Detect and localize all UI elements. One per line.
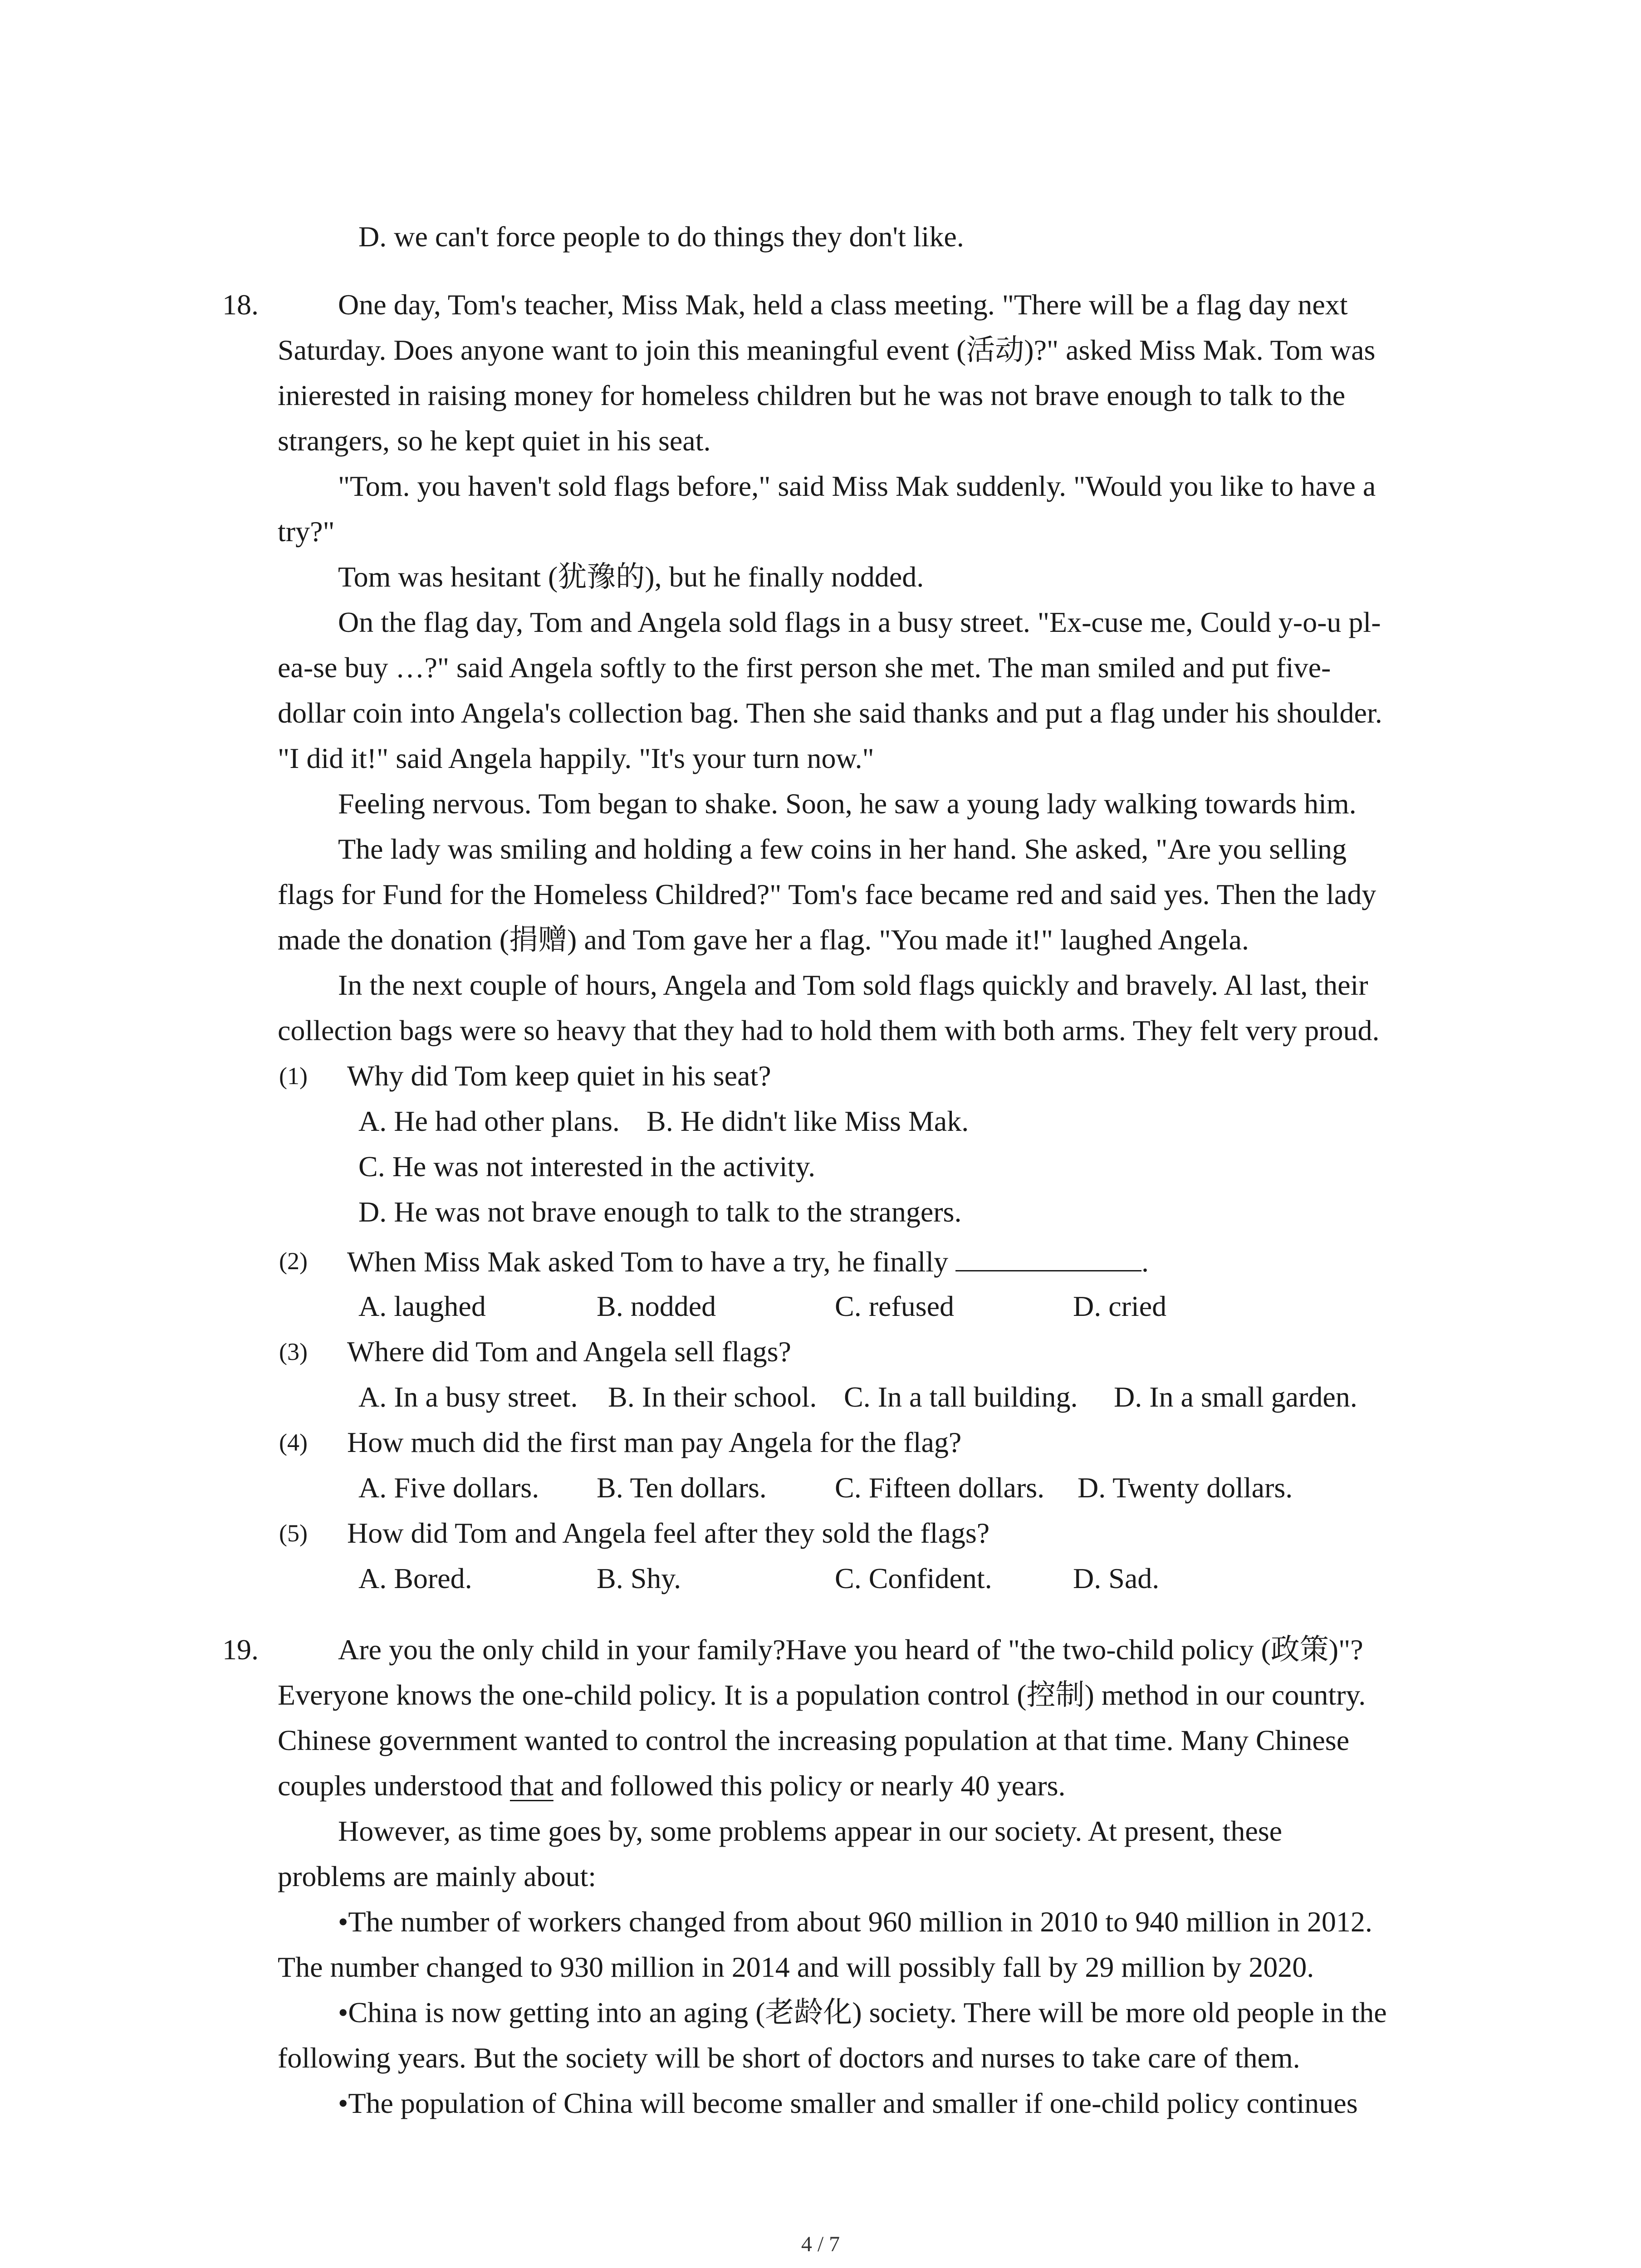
stem-end: . bbox=[1141, 1246, 1149, 1278]
passage-line: On the flag day, Tom and Angela sold flags in a busy street. "Ex-cuse me, Could y-o-u pl- bbox=[338, 606, 1381, 638]
passage-line: collection bags were so heavy that they had to hold them with both arms. They felt very proud. bbox=[278, 1014, 1380, 1046]
passage-line: ea-se buy …?" said Angela softly to the first person she met. The man smiled and put five- bbox=[278, 651, 1331, 684]
option-a[interactable]: A. In a busy street. bbox=[358, 1381, 578, 1413]
subquestion-stem: Where did Tom and Angela sell flags? bbox=[347, 1335, 791, 1368]
passage-line: The lady was smiling and holding a few coins in her hand. She asked, "Are you selling bbox=[338, 833, 1347, 865]
passage-bullet-line: •The number of workers changed from about 960 million in 2010 to 940 million in 2012. bbox=[338, 1906, 1372, 1938]
option-d[interactable]: D. cried bbox=[1073, 1290, 1167, 1322]
subquestion-stem: How did Tom and Angela feel after they sold the flags? bbox=[347, 1517, 990, 1549]
passage-line: However, as time goes by, some problems appear in our society. At present, these bbox=[338, 1815, 1283, 1847]
passage-line: "Tom. you haven't sold flags before," said Miss Mak suddenly. "Would you like to have a bbox=[338, 470, 1376, 502]
passage-line: "I did it!" said Angela happily. "It's your turn now." bbox=[278, 742, 874, 774]
subquestion-stem bbox=[347, 1246, 1149, 1276]
passage-line: Saturday. Does anyone want to join this meaningful event (活动)?" asked Miss Mak. Tom was bbox=[278, 334, 1376, 366]
option-c[interactable]: C. In a tall building. bbox=[844, 1381, 1078, 1413]
option-b[interactable]: B. He didn't like Miss Mak. bbox=[647, 1105, 969, 1137]
passage-line: Everyone knows the one-child policy. It is a population control (控制) method in our country. bbox=[278, 1679, 1366, 1711]
question-number-19: 19. bbox=[222, 1633, 259, 1666]
option-c[interactable]: C. Fifteen dollars. bbox=[835, 1471, 1045, 1504]
option-b[interactable]: B. Ten dollars. bbox=[597, 1471, 767, 1504]
option-d[interactable]: D. Twenty dollars. bbox=[1078, 1471, 1293, 1504]
option-b[interactable]: B. In their school. bbox=[608, 1381, 817, 1413]
option-d[interactable]: D. He was not brave enough to talk to the strangers. bbox=[358, 1196, 962, 1228]
passage-bullet-line: •The population of China will become smaller and smaller if one-child policy continues bbox=[338, 2087, 1358, 2119]
passage-line: The number changed to 930 million in 2014 and will possibly fall by 29 million by 2020. bbox=[278, 1951, 1314, 1983]
passage-line: strangers, so he kept quiet in his seat. bbox=[278, 425, 711, 457]
passage-line: following years. But the society will be short of doctors and nurses to take care of them. bbox=[278, 2042, 1300, 2074]
subquestion-number: (3) bbox=[279, 1338, 308, 1365]
passage-text: and followed this policy or nearly 40 years. bbox=[553, 1769, 1066, 1802]
passage-line: flags for Fund for the Homeless Childred?" Tom's face became red and said yes. Then the lady bbox=[278, 878, 1376, 910]
option-c[interactable]: C. He was not interested in the activity. bbox=[358, 1150, 816, 1183]
passage-line: Are you the only child in your family?Have you heard of "the two-child policy (政策)"? bbox=[338, 1633, 1363, 1666]
passage-line: made the donation (捐赠) and Tom gave her a flag. "You made it!" laughed Angela. bbox=[278, 924, 1249, 956]
passage-text: couples understood bbox=[278, 1769, 510, 1802]
passage-bullet-line: •China is now getting into an aging (老龄化) society. There will be more old people in the bbox=[338, 1996, 1387, 2028]
subquestion-number: (5) bbox=[279, 1520, 308, 1547]
passage-line: In the next couple of hours, Angela and Tom sold flags quickly and bravely. Al last, their bbox=[338, 969, 1368, 1001]
option-a[interactable]: A. Bored. bbox=[358, 1562, 472, 1594]
option-d[interactable]: D. Sad. bbox=[1073, 1562, 1160, 1594]
option-a[interactable]: A. He had other plans. bbox=[358, 1105, 620, 1137]
subquestion-number: (2) bbox=[279, 1247, 308, 1275]
passage-line: Chinese government wanted to control the increasing population at that time. Many Chinese bbox=[278, 1724, 1350, 1756]
passage-line: try?" bbox=[278, 515, 335, 547]
option-a[interactable]: A. Five dollars. bbox=[358, 1471, 539, 1504]
option-c[interactable]: C. refused bbox=[835, 1290, 955, 1322]
passage-line: problems are mainly about: bbox=[278, 1860, 597, 1892]
option-c[interactable]: C. Confident. bbox=[835, 1562, 992, 1594]
page-number: 4 / 7 bbox=[801, 2232, 840, 2256]
option-b[interactable]: B. nodded bbox=[597, 1290, 716, 1322]
option-a[interactable]: A. laughed bbox=[358, 1290, 486, 1322]
option-b[interactable]: B. Shy. bbox=[597, 1562, 681, 1594]
passage-line: inierested in raising money for homeless children but he was not brave enough to talk to the bbox=[278, 379, 1346, 411]
subquestion-stem: How much did the first man pay Angela for the flag? bbox=[347, 1426, 962, 1458]
passage-line: Feeling nervous. Tom began to shake. Soon, he saw a young lady walking towards him. bbox=[338, 787, 1357, 820]
stem-text: When Miss Mak asked Tom to have a try, he finally bbox=[347, 1246, 948, 1278]
passage-line bbox=[278, 1771, 1065, 1800]
question-number-18: 18. bbox=[222, 288, 259, 321]
subquestion-number: (4) bbox=[279, 1429, 308, 1456]
subquestion-number: (1) bbox=[279, 1062, 308, 1090]
underlined-word: that bbox=[509, 1769, 554, 1802]
previous-option-d: D. we can't force people to do things they don't like. bbox=[358, 220, 964, 253]
option-d[interactable]: D. In a small garden. bbox=[1114, 1381, 1357, 1413]
answer-blank[interactable] bbox=[955, 1246, 1141, 1271]
passage-line: dollar coin into Angela's collection bag. Then she said thanks and put a flag under his shoulder. bbox=[278, 697, 1382, 729]
subquestion-stem: Why did Tom keep quiet in his seat? bbox=[347, 1060, 771, 1092]
passage-line: Tom was hesitant (犹豫的), but he finally nodded. bbox=[338, 561, 924, 593]
passage-line: One day, Tom's teacher, Miss Mak, held a class meeting. "There will be a flag day next bbox=[338, 288, 1348, 321]
